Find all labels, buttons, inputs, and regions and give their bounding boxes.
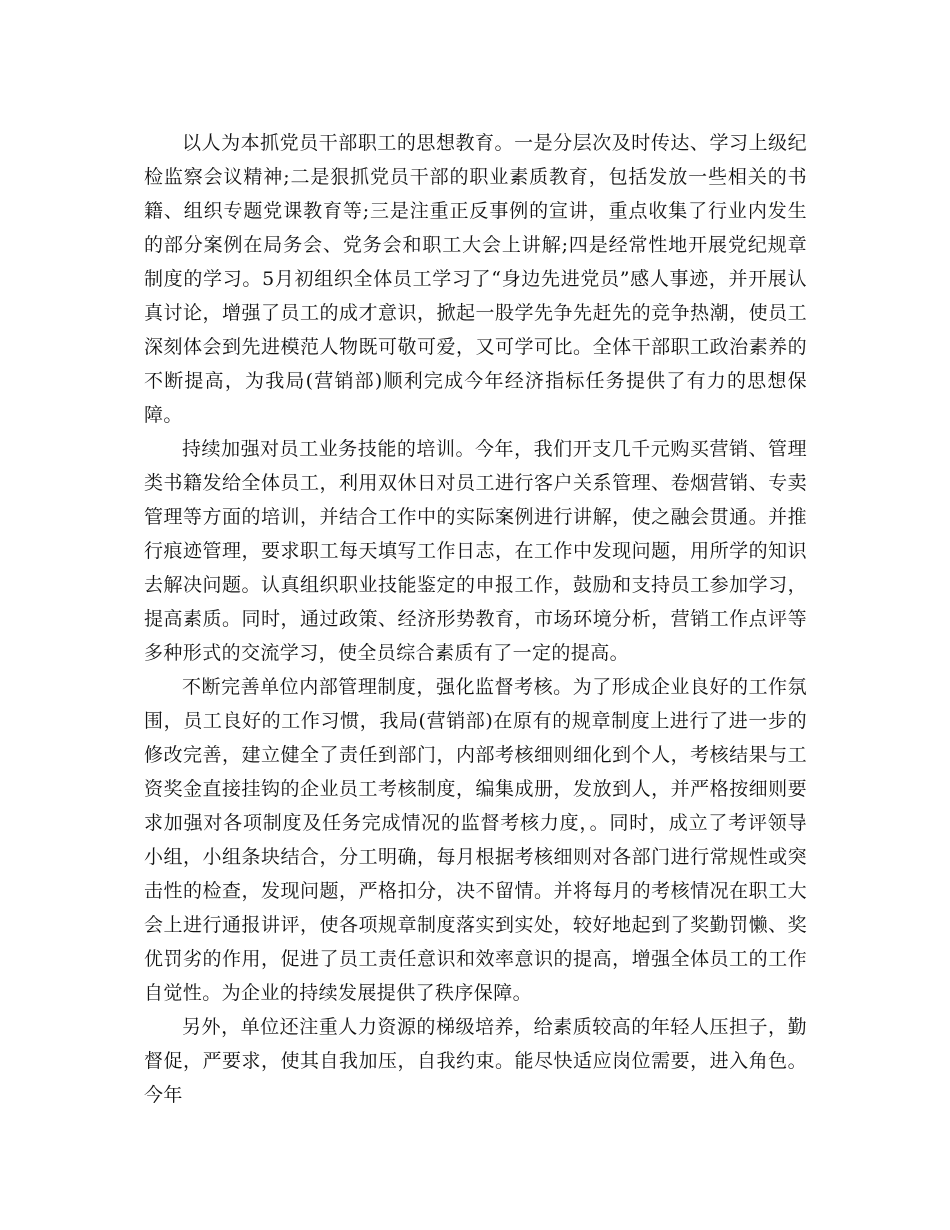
paragraph-talent-development: 另外，单位还注重人力资源的梯级培养，给素质较高的年轻人压担子，勤督促，严要求，使其自我加压，自我约束。能尽快适应岗位需要，进入角色。今年 xyxy=(144,1016,807,1106)
paragraph-skills-training: 持续加强对员工业务技能的培训。今年，我们开支几千元购买营销、管理类书籍发给全体员工，利用双休日对员工进行客户关系管理、卷烟营销、专卖管理等方面的培训，并结合工作中的实际案例进行讲解，使之融会贯通。并推行痕迹管理，要求职工每天填写工作日志，在工作中发现问题，用所学的知识去解决问题。认真组织职业技能鉴定的申报工作，鼓励和支持员工参加学习，提高素质。同时，通过政策、经济形势教育，市场环境分析，营销工作点评等多种形式的交流学习，使全员综合素质有了一定的提高。 xyxy=(144,438,807,664)
document-body xyxy=(144,126,807,1112)
paragraph-management-system: 不断完善单位内部管理制度，强化监督考核。为了形成企业良好的工作氛围，员工良好的工作习惯，我局(营销部)在原有的规章制度上进行了进一步的修改完善，建立健全了责任到部门，内部考核细则细化到个人，考核结果与工资奖金直接挂钩的企业员工考核制度，编集成册，发放到人，并严格按细则要求加强对各项制度及任务完成情况的监督考核力度，。同时，成立了考评领导小组，小组条块结合，分工明确，每月根据考核细则对各部门进行常规性或突击性的检查，发现问题，严格扣分，决不留情。并将每月的考核情况在职工大会上进行通报讲评，使各项规章制度落实到实处，较好地起到了奖勤罚懒、奖优罚劣的作用，促进了员工责任意识和效率意识的提高，增强全体员工的工作自觉性。为企业的持续发展提供了秩序保障。 xyxy=(144,676,807,1004)
paragraph-party-education: 以人为本抓党员干部职工的思想教育。一是分层次及时传达、学习上级纪检监察会议精神;二是狠抓党员干部的职业素质教育，包括发放一些相关的书籍、组织专题党课教育等;三是注重正反事例的宣讲，重点收集了行业内发生的部分案例在局务会、党务会和职工大会上讲解;四是经常性地开展党纪规章制度的学习。5月初组织全体员工学习了“身边先进党员”感人事迹，并开展认真讨论，增强了员工的成才意识，掀起一股学先争先赶先的竞争热潮，使员工深刻体会到先进模范人物既可敬可爱，又可学可比。全体干部职工政治素养的不断提高，为我局(营销部)顺利完成今年经济指标任务提供了有力的思想保障。 xyxy=(144,132,807,426)
